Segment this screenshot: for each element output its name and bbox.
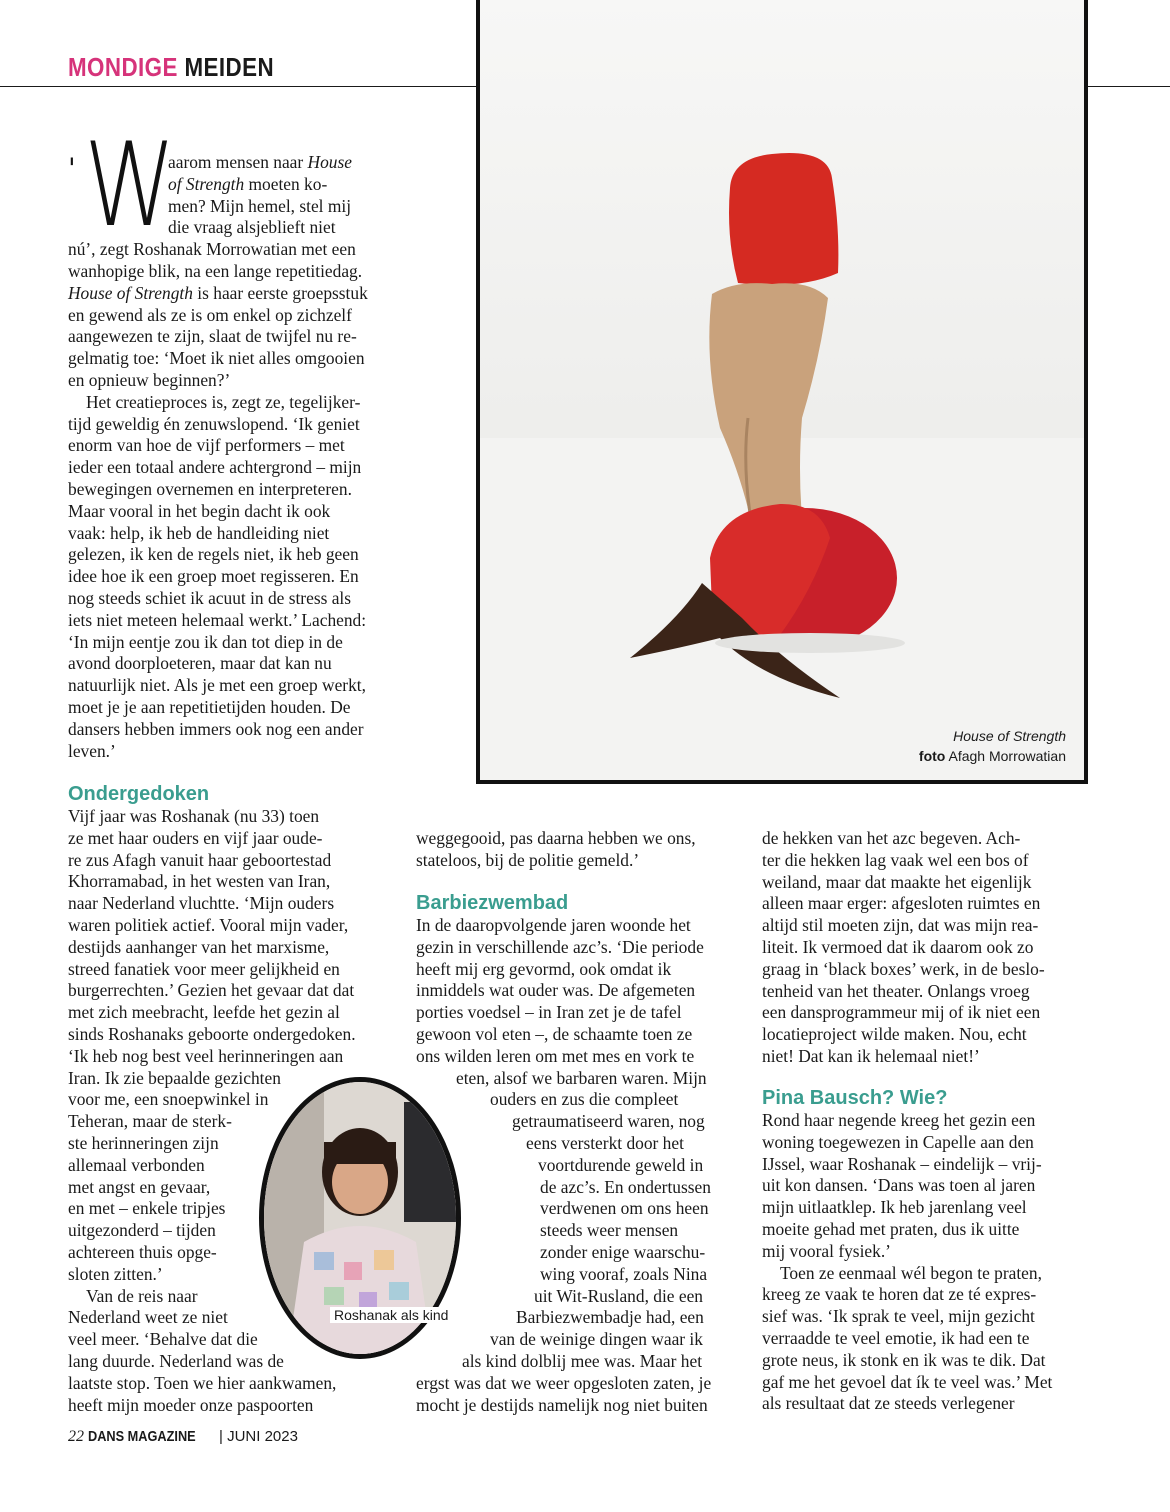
intro-line: gelmatig toe: ‘Moet ik niet alles omgooien (68, 348, 365, 369)
page-number: 22 (68, 1428, 84, 1445)
text-line: voor me, een snoepwinkel in (68, 1089, 269, 1110)
text-line: sinds Roshanaks geboorte ondergedoken. (68, 1023, 356, 1044)
footer-separator: | (219, 1428, 223, 1445)
text-line: dansers hebben immers ook nog een ander (68, 718, 364, 739)
text-line: eten, alsof we barbaren waren. Mijn (456, 1067, 707, 1088)
text-line: Maar vooral in het begin dacht ik ook (68, 500, 331, 521)
text-line: idee hoe ik een groep moet regisseren. En (68, 566, 359, 587)
text-line: waren politiek actief. Vooral mijn vader, (68, 914, 349, 935)
text-line: inmiddels wat ouder was. De afgemeten (416, 980, 696, 1001)
text-line: re zus Afagh vanuit haar geboortestad (68, 849, 332, 870)
text-line: met zich meebracht, leefde het gezin al (68, 1002, 340, 1023)
text-line: steeds weer mensen (540, 1220, 679, 1241)
text-line: uitgezonderd – tijden (68, 1220, 216, 1241)
main-photo (476, 0, 1088, 784)
text-line: een dansprogrammeur mij of ik niet een (762, 1002, 1041, 1023)
text-line: de azc’s. En ondertussen (540, 1176, 711, 1197)
performer-illustration (480, 0, 1084, 780)
text-line: alleen maar erger: afgesloten ruimtes en (762, 893, 1041, 914)
photo-credit-name: Afagh Morrowatian (948, 748, 1066, 764)
text-line: locatieproject wilde maken. Nou, echt (762, 1024, 1027, 1045)
section-label-pink: MONDIGE (68, 52, 178, 82)
text-line: laatste stop. Toen we hier aankwamen, (68, 1372, 337, 1393)
photo-caption-title: House of Strength (953, 728, 1066, 744)
text-line: achtereen thuis opge- (68, 1241, 217, 1262)
text-line: tijd geweldig én zenuwslopend. ‘Ik geniet (68, 413, 360, 434)
photo-caption (919, 728, 1066, 764)
header-rule-left (0, 86, 478, 87)
text-line: Van de reis naar (86, 1285, 198, 1306)
text-line: grote neus, ik stonk en ik was te dik. Dat (762, 1349, 1046, 1370)
text-line: ouders en zus die compleet (490, 1089, 679, 1110)
text-line: gelezen, ik ken de regels niet, ik heb geen (68, 544, 359, 565)
text-line: iets niet meteen helemaal werkt.’ Lachend: (68, 609, 367, 630)
text-line: ter die hekken lag vaak wel een bos of (762, 849, 1029, 870)
drop-quote: ' (68, 152, 76, 185)
text-line: heeft mijn moeder onze paspoorten (68, 1394, 314, 1415)
column-3-text (762, 1110, 1092, 1415)
text-line: nog steeds schiet ik acuut in de stress als (68, 587, 352, 608)
text-line: Toen ze eenmaal wél begon te praten, (780, 1262, 1042, 1283)
text-line: destijds aanhanger van het marxisme, (68, 936, 330, 957)
text-line: Barbiezwembadje had, een (516, 1307, 704, 1328)
intro-line: aarom mensen naar House (168, 152, 352, 172)
text-line: als resultaat dat ze steeds verlegener (762, 1393, 1015, 1414)
text-line: leven.’ (68, 740, 116, 761)
column-2-top-text (416, 828, 746, 872)
heading-barbiezwembad: Barbiezwembad (416, 892, 569, 914)
text-line: ons wilden leren om met mes en vork te (416, 1045, 695, 1066)
text-line: uit kon dansen. ‘Dans was toen al jaren (762, 1175, 1036, 1196)
section-label-dark: MEIDEN (184, 52, 275, 82)
text-line: wing vooraf, zoals Nina (540, 1263, 708, 1284)
intro-text (68, 152, 398, 762)
text-line: verdwenen om ons heen (540, 1198, 709, 1219)
text-line: ze met haar ouders en vijf jaar oude- (68, 827, 323, 848)
text-line: allemaal verbonden (68, 1154, 205, 1175)
text-line: voortdurende geweld in (538, 1154, 704, 1175)
text-line: Het creatieproces is, zegt ze, tegelijker- (86, 391, 361, 412)
text-line: uit Wit-Rusland, die een (534, 1285, 703, 1306)
text-line: getraumatiseerd waren, nog (512, 1111, 705, 1132)
intro-line: die vraag alsjeblieft niet (168, 217, 336, 238)
text-line: ‘Ik heb nog best veel herinneringen aan (68, 1045, 344, 1066)
intro-line: House of Strength is haar eerste groepsstuk (68, 282, 368, 303)
intro-line: men? Mijn hemel, stel mij (168, 195, 352, 216)
text-line: altijd stil moeten zijn, dat was mijn rea- (762, 915, 1039, 936)
text-line: graag in ‘black boxes’ werk, in de beslo- (762, 958, 1045, 979)
page-footer (68, 1428, 298, 1446)
text-line: moeite gehad met praten, dus ik uitte (762, 1218, 1020, 1239)
magazine-name: DANS MAGAZINE (88, 1428, 196, 1445)
text-line: kreeg ze vaak te horen dat ze té expres- (762, 1284, 1037, 1305)
text-line: In de daaropvolgende jaren woonde het (416, 915, 691, 935)
intro-line: nú’, zegt Roshanak Morrowatian met een (68, 239, 356, 260)
text-line: sloten zitten.’ (68, 1263, 163, 1284)
text-line: weiland, maar dat maakte het eigenlijk (762, 871, 1032, 892)
text-line: porties voedsel – in Iran zet je de tafel (416, 1002, 682, 1023)
text-line: gewoon vol eten –, de schaamte toen ze (416, 1023, 693, 1044)
intro-line: wanhopige blik, na een lange repetitiedag. (68, 260, 363, 281)
text-line: avond doorploeteren, maar dat kan nu (68, 653, 332, 674)
text-line: mijn uitlaatklep. Ik heb jarenlang veel (762, 1197, 1027, 1218)
photo-credit (919, 748, 1066, 764)
text-line: lang duurde. Nederland was de (68, 1350, 284, 1371)
text-line: mocht je destijds namelijk nog niet buiten (416, 1394, 708, 1415)
text-line: stateloos, bij de politie gemeld.’ (416, 849, 640, 870)
text-line: naar Nederland vluchtte. ‘Mijn ouders (68, 893, 335, 914)
text-line: ieder een totaal andere achtergrond – mijn (68, 457, 362, 478)
column-3-top-text (762, 828, 1092, 1068)
text-line: Vijf jaar was Roshanak (nu 33) toen (68, 806, 320, 826)
text-line: gaf me het gevoel dat ík te veel was.’ Met (762, 1371, 1053, 1392)
text-line: woning toegewezen in Capelle aan den (762, 1131, 1034, 1152)
text-line: gezin in verschillende azc’s. ‘Die periode (416, 936, 704, 957)
section-label (68, 52, 274, 83)
text-line: veel meer. ‘Behalve dat die (68, 1329, 258, 1350)
text-line: Khorramabad, in het westen van Iran, (68, 871, 331, 892)
text-line: als kind dolblij mee was. Maar het (462, 1350, 703, 1371)
text-line: natuurlijk niet. Als je met een groep werkt, (68, 675, 366, 696)
text-line: en met – enkele tripjes (68, 1198, 226, 1219)
text-line: heeft mij erg gevormd, ook omdat ik (416, 958, 672, 979)
header-rule-right (1088, 86, 1170, 87)
intro-paragraph-2 (68, 392, 398, 763)
text-line: Teheran, maar de sterk- (68, 1111, 232, 1132)
text-line: Rond haar negende kreeg het gezin een (762, 1110, 1036, 1130)
issue-date: JUNI 2023 (227, 1428, 298, 1445)
text-line: niet! Dat kan ik helemaal niet!’ (762, 1045, 980, 1066)
photo-credit-label: foto (918, 748, 946, 764)
text-line: enorm van hoe de vijf performers – met (68, 435, 345, 456)
text-line: ste herinneringen zijn (68, 1132, 219, 1153)
text-line: zonder enige waarschu- (540, 1241, 706, 1262)
intro-line: en gewend als ze is om enkel op zichzelf (68, 304, 352, 325)
text-line: van de weinige dingen waar ik (490, 1329, 703, 1350)
drop-cap: W (84, 118, 176, 253)
text-line: verraadde te veel emotie, ik had een te (762, 1327, 1030, 1348)
text-line: streed fanatiek voor meer gelijkheid en (68, 958, 340, 979)
text-line: vaak: help, ik heb de handleiding niet (68, 522, 330, 543)
text-line: mij vooral fysiek.’ (762, 1240, 891, 1261)
text-line: met angst en gevaar, (68, 1176, 211, 1197)
text-line: IJssel, waar Roshanak – eindelijk – vrij- (762, 1153, 1042, 1174)
text-line: moet je je aan repetitietijden houden. De (68, 696, 351, 717)
heading-pina-bausch: Pina Bausch? Wie? (762, 1087, 948, 1109)
intro-line: en opnieuw beginnen?’ (68, 369, 231, 390)
text-line: ergst was dat we weer opgesloten zaten, je (416, 1372, 712, 1393)
text-line: bewegingen overnemen en interpreteren. (68, 478, 352, 499)
text-line: ‘In mijn eentje zou ik dan tot diep in de (68, 631, 343, 652)
text-line: liteit. Ik vermoed dat ik daarom ook zo (762, 936, 1034, 957)
intro-line: aangewezen te zijn, slaat de twijfel nu re- (68, 326, 357, 347)
text-line: burgerrechten.’ Gezien het gevaar dat dat (68, 980, 355, 1001)
heading-ondergedoken: Ondergedoken (68, 783, 210, 805)
text-line: eens versterkt door het (526, 1132, 684, 1153)
text-line: weggegooid, pas daarna hebben we ons, (416, 828, 696, 848)
intro-line: of Strength moeten ko- (168, 173, 328, 194)
column-2-text (416, 915, 746, 1416)
text-line: Iran. Ik zie bepaalde gezichten (68, 1067, 281, 1088)
text-line: de hekken van het azc begeven. Ach- (762, 828, 1021, 848)
text-line: sief was. ‘Ik sprak te veel, mijn gezicht (762, 1306, 1035, 1327)
text-line: Nederland weet ze niet (68, 1307, 228, 1328)
inset-caption: Roshanak als kind (330, 1307, 452, 1323)
text-line: tenheid van het theater. Onlangs vroeg (762, 980, 1030, 1001)
